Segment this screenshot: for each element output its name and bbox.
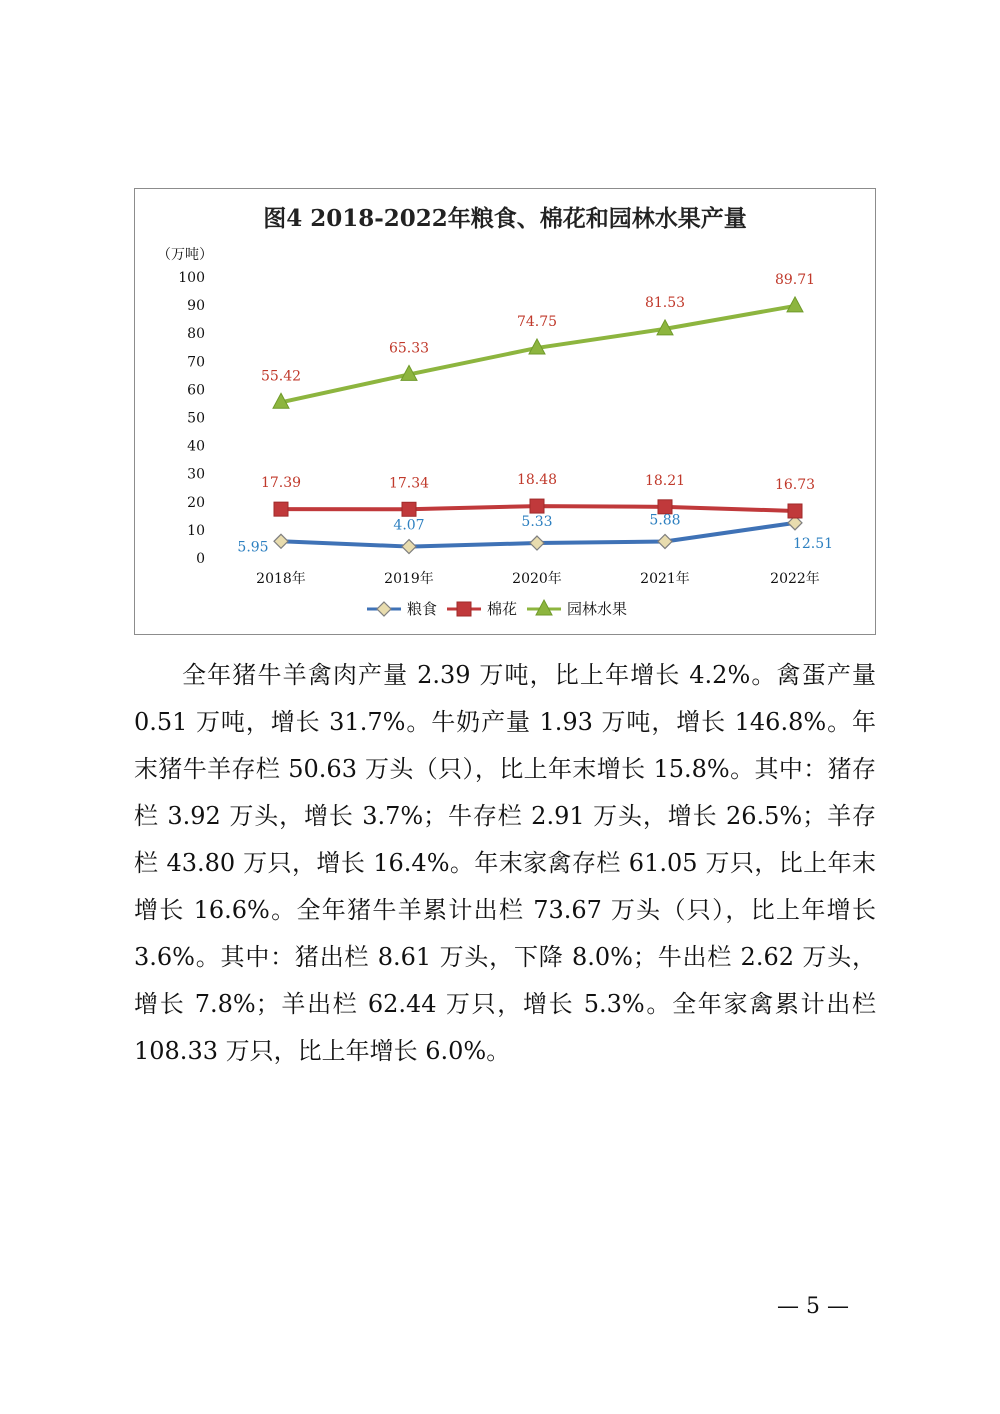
- data-point: [274, 534, 288, 548]
- y-tick-label: 40: [187, 438, 205, 455]
- data-label: 4.07: [393, 517, 425, 534]
- data-point: [530, 536, 544, 550]
- data-label: 18.21: [644, 472, 686, 489]
- y-tick-label: 20: [187, 494, 205, 511]
- data-label: 18.48: [516, 472, 558, 489]
- data-label: 12.51: [792, 535, 834, 552]
- y-tick-label: 10: [187, 522, 205, 539]
- chart-figure: [134, 188, 876, 635]
- data-point: [274, 502, 288, 516]
- y-tick-label: 90: [187, 298, 205, 315]
- y-tick-label: 50: [187, 410, 205, 427]
- data-label: 89.71: [774, 271, 816, 288]
- data-label: 5.95: [237, 539, 269, 556]
- x-tick-label: 2018年: [256, 571, 306, 587]
- x-tick-label: 2020年: [512, 571, 562, 587]
- data-label: 5.33: [521, 514, 553, 531]
- y-tick-label: 0: [196, 551, 205, 567]
- x-tick-label: 2019年: [384, 571, 434, 587]
- x-tick-label: 2022年: [770, 571, 820, 587]
- data-point: [457, 602, 471, 616]
- data-point: [530, 499, 544, 513]
- data-point: [788, 504, 802, 518]
- data-point: [402, 502, 416, 516]
- page-number: — 5 —: [777, 1294, 849, 1319]
- y-tick-label: 80: [187, 326, 205, 343]
- line-chart: [135, 189, 875, 634]
- data-label: 5.88: [649, 512, 681, 529]
- y-tick-label: 70: [187, 354, 205, 371]
- y-tick-label: 60: [187, 382, 205, 399]
- body-paragraph: 全年猪牛羊禽肉产量 2.39 万吨，比上年增长 4.2%。禽蛋产量 0.51 万吨，增长 31.7%。牛奶产量 1.93 万吨，增长 146.8%。年末猪牛羊存栏 50.63 万头（只），比上年末增长 15.8%。其中：猪存栏 3.92 万头，增长 3.7%；牛存栏 2.91 万头，增长 26.5%；羊存栏 43.80 万只，增长 16.4%。年末家禽存栏 61.05 万只，比上年末增长 16.6%。全年猪牛羊累计出栏 73.67 万头（只），比上年增长 3.6%。其中：猪出栏 8.61 万头，下降 8.0%；牛出栏 2.62 万头，增长 7.8%；羊出栏 62.44 万只，增长 5.3%。全年家禽累计出栏 108.33 万只，比上年增长 6.0%。: [134, 661, 876, 1065]
- y-axis-unit-label: （万吨）: [157, 247, 213, 263]
- data-label: 65.33: [388, 340, 430, 357]
- data-point: [402, 540, 416, 554]
- x-tick-label: 2021年: [640, 571, 690, 587]
- legend-entry: 园林水果: [567, 600, 628, 618]
- data-label: 55.42: [260, 368, 302, 385]
- data-label: 81.53: [644, 294, 686, 311]
- data-label: 74.75: [516, 313, 558, 330]
- y-tick-label: 30: [187, 466, 205, 483]
- legend-entry: 棉花: [487, 600, 518, 618]
- legend-entry: 粮食: [407, 600, 438, 618]
- data-label: 17.34: [388, 475, 430, 492]
- data-label: 17.39: [260, 475, 302, 492]
- data-point: [658, 534, 672, 548]
- body-text: [134, 652, 876, 1075]
- data-label: 16.73: [774, 476, 816, 493]
- data-point: [787, 297, 803, 312]
- chart-title: 图4 2018-2022年粮食、棉花和园林水果产量: [263, 205, 747, 232]
- data-point: [377, 602, 391, 616]
- y-tick-label: 100: [178, 270, 205, 286]
